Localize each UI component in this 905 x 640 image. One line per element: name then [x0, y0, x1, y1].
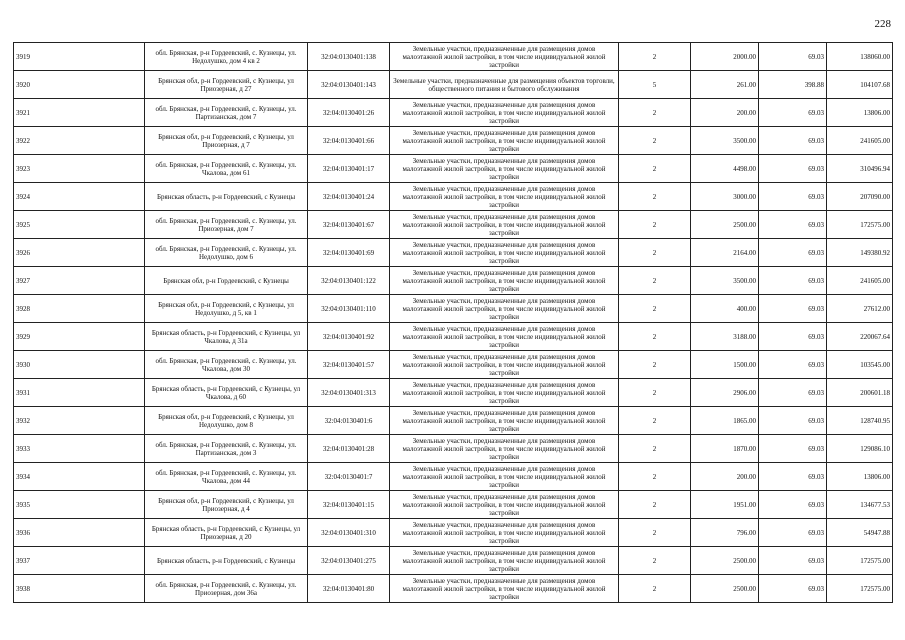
row-number: 3929 — [14, 323, 145, 351]
row-number: 3923 — [14, 155, 145, 183]
rate-cell: 69.03 — [759, 547, 827, 575]
cadastral-value-cell: 149380.92 — [827, 239, 893, 267]
group-cell: 5 — [619, 71, 691, 99]
row-number: 3933 — [14, 435, 145, 463]
row-number: 3935 — [14, 491, 145, 519]
cadastral-number-cell: 32:04:0130401:110 — [308, 295, 390, 323]
land-use-cell: Земельные участки, предназначенные для размещения домов малоэтажной жилой застройки, в том числе индивидуальной жилой застройки — [390, 127, 619, 155]
address-cell: Брянская обл, р-н Гордеевский, с Кузнецы, ул Приозерная, д 4 — [145, 491, 308, 519]
table-row — [14, 435, 893, 463]
group-cell: 2 — [619, 351, 691, 379]
land-use-cell: Земельные участки, предназначенные для размещения домов малоэтажной жилой застройки, в том числе индивидуальной жилой застройки — [390, 239, 619, 267]
address-cell: Брянская обл, р-н Гордеевский, с Кузнецы, ул Недолушко, д 5, кв 1 — [145, 295, 308, 323]
table-row — [14, 183, 893, 211]
land-use-cell: Земельные участки, предназначенные для размещения домов малоэтажной жилой застройки, в том числе индивидуальной жилой застройки — [390, 463, 619, 491]
group-cell: 2 — [619, 491, 691, 519]
group-cell: 2 — [619, 575, 691, 603]
cadastral-value-cell: 172575.00 — [827, 575, 893, 603]
table-row — [14, 491, 893, 519]
cadastral-value-cell: 241605.00 — [827, 127, 893, 155]
table-row — [14, 575, 893, 603]
row-number: 3936 — [14, 519, 145, 547]
cadastral-number-cell: 32:04:0130401:275 — [308, 547, 390, 575]
group-cell: 2 — [619, 183, 691, 211]
area-cell: 200.00 — [691, 463, 759, 491]
rate-cell: 69.03 — [759, 99, 827, 127]
cadastral-value-cell: 172575.00 — [827, 211, 893, 239]
cadastral-value-cell: 13806.00 — [827, 463, 893, 491]
cadastral-number-cell: 32:04:0130401:66 — [308, 127, 390, 155]
table-row — [14, 267, 893, 295]
rate-cell: 69.03 — [759, 463, 827, 491]
table-row — [14, 547, 893, 575]
cadastral-number-cell: 32:04:0130401:138 — [308, 43, 390, 71]
group-cell: 2 — [619, 239, 691, 267]
group-cell: 2 — [619, 267, 691, 295]
area-cell: 4498.00 — [691, 155, 759, 183]
cadastral-number-cell: 32:04:0130401:15 — [308, 491, 390, 519]
group-cell: 2 — [619, 435, 691, 463]
area-cell: 400.00 — [691, 295, 759, 323]
land-use-cell: Земельные участки, предназначенные для размещения домов малоэтажной жилой застройки, в том числе индивидуальной жилой застройки — [390, 43, 619, 71]
land-use-cell: Земельные участки, предназначенные для размещения домов малоэтажной жилой застройки, в том числе индивидуальной жилой застройки — [390, 491, 619, 519]
address-cell: обл. Брянская, р-н Гордеевский, с. Кузнецы, ул. Приозерная, дом 36а — [145, 575, 308, 603]
area-cell: 2164.00 — [691, 239, 759, 267]
cadastral-number-cell: 32:04:0130401:7 — [308, 463, 390, 491]
cadastral-value-cell: 104107.68 — [827, 71, 893, 99]
table-row — [14, 379, 893, 407]
row-number: 3930 — [14, 351, 145, 379]
group-cell: 2 — [619, 547, 691, 575]
table-row — [14, 351, 893, 379]
address-cell: обл. Брянская, р-н Гордеевский, с. Кузнецы, ул. Приозерная, дом 7 — [145, 211, 308, 239]
group-cell: 2 — [619, 43, 691, 71]
group-cell: 2 — [619, 323, 691, 351]
address-cell: Брянская область, р-н Гордеевский, с Кузнецы, ул Чкалова, д 60 — [145, 379, 308, 407]
row-number: 3932 — [14, 407, 145, 435]
land-use-cell: Земельные участки, предназначенные для размещения домов малоэтажной жилой застройки, в том числе индивидуальной жилой застройки — [390, 379, 619, 407]
rate-cell: 69.03 — [759, 43, 827, 71]
cadastral-value-cell: 134677.53 — [827, 491, 893, 519]
address-cell: обл. Брянская, р-н Гордеевский, с. Кузнецы, ул. Чкалова, дом 30 — [145, 351, 308, 379]
group-cell: 2 — [619, 379, 691, 407]
page-number: 228 — [874, 18, 891, 30]
land-use-cell: Земельные участки, предназначенные для размещения домов малоэтажной жилой застройки, в том числе индивидуальной жилой застройки — [390, 295, 619, 323]
group-cell: 2 — [619, 155, 691, 183]
cadastral-number-cell: 32:04:0130401:313 — [308, 379, 390, 407]
address-cell: Брянская обл, р-н Гордеевский, с Кузнецы, ул Недолушко, дом 8 — [145, 407, 308, 435]
address-cell: Брянская обл, р-н Гордеевский, с Кузнецы, ул Приозерная, д 27 — [145, 71, 308, 99]
area-cell: 1865.00 — [691, 407, 759, 435]
table-row — [14, 323, 893, 351]
cadastral-value-cell: 13806.00 — [827, 99, 893, 127]
cadastral-number-cell: 32:04:0130401:67 — [308, 211, 390, 239]
table-row — [14, 127, 893, 155]
row-number: 3919 — [14, 43, 145, 71]
cadastral-value-cell: 54947.88 — [827, 519, 893, 547]
rate-cell: 69.03 — [759, 183, 827, 211]
land-use-cell: Земельные участки, предназначенные для размещения домов малоэтажной жилой застройки, в том числе индивидуальной жилой застройки — [390, 323, 619, 351]
area-cell: 3000.00 — [691, 183, 759, 211]
area-cell: 1870.00 — [691, 435, 759, 463]
rate-cell: 69.03 — [759, 407, 827, 435]
address-cell: обл. Брянская, р-н Гордеевский, с. Кузнецы, ул. Недолушко, дом 4 кв 2 — [145, 43, 308, 71]
row-number: 3931 — [14, 379, 145, 407]
area-cell: 1500.00 — [691, 351, 759, 379]
cadastral-number-cell: 32:04:0130401:57 — [308, 351, 390, 379]
area-cell: 261.00 — [691, 71, 759, 99]
cadastral-value-cell: 128740.95 — [827, 407, 893, 435]
table-row — [14, 71, 893, 99]
table-row — [14, 407, 893, 435]
table-row — [14, 211, 893, 239]
area-cell: 2000.00 — [691, 43, 759, 71]
address-cell: Брянская обл, р-н Гордеевский, с Кузнецы — [145, 267, 308, 295]
rate-cell: 69.03 — [759, 519, 827, 547]
rate-cell: 398.88 — [759, 71, 827, 99]
cadastral-number-cell: 32:04:0130401:17 — [308, 155, 390, 183]
area-cell: 796.00 — [691, 519, 759, 547]
group-cell: 2 — [619, 127, 691, 155]
table-row — [14, 155, 893, 183]
cadastral-number-cell: 32:04:0130401:26 — [308, 99, 390, 127]
row-number: 3920 — [14, 71, 145, 99]
rate-cell: 69.03 — [759, 575, 827, 603]
cadastral-number-cell: 32:04:0130401:6 — [308, 407, 390, 435]
land-use-cell: Земельные участки, предназначенные для размещения домов малоэтажной жилой застройки, в том числе индивидуальной жилой застройки — [390, 211, 619, 239]
row-number: 3938 — [14, 575, 145, 603]
land-use-cell: Земельные участки, предназначенные для размещения домов малоэтажной жилой застройки, в том числе индивидуальной жилой застройки — [390, 407, 619, 435]
land-use-cell: Земельные участки, предназначенные для размещения объектов торговли, общественного питания и бытового обслуживания — [390, 71, 619, 99]
row-number: 3934 — [14, 463, 145, 491]
rate-cell: 69.03 — [759, 211, 827, 239]
address-cell: Брянская обл, р-н Гордеевский, с Кузнецы, ул Приозерная, д 7 — [145, 127, 308, 155]
land-use-cell: Земельные участки, предназначенные для размещения домов малоэтажной жилой застройки, в том числе индивидуальной жилой застройки — [390, 351, 619, 379]
cadastral-value-cell: 129086.10 — [827, 435, 893, 463]
cadastral-value-cell: 172575.00 — [827, 547, 893, 575]
cadastral-value-cell: 138060.00 — [827, 43, 893, 71]
address-cell: Брянская область, р-н Гордеевский, с Кузнецы — [145, 547, 308, 575]
row-number: 3921 — [14, 99, 145, 127]
rate-cell: 69.03 — [759, 379, 827, 407]
group-cell: 2 — [619, 211, 691, 239]
table-row — [14, 43, 893, 71]
land-use-cell: Земельные участки, предназначенные для размещения домов малоэтажной жилой застройки, в том числе индивидуальной жилой застройки — [390, 519, 619, 547]
table-body — [14, 43, 893, 603]
group-cell: 2 — [619, 295, 691, 323]
table-row — [14, 519, 893, 547]
address-cell: Брянская область, р-н Гордеевский, с Кузнецы, ул Чкалова, д 31а — [145, 323, 308, 351]
area-cell: 3500.00 — [691, 267, 759, 295]
land-use-cell: Земельные участки, предназначенные для размещения домов малоэтажной жилой застройки, в том числе индивидуальной жилой застройки — [390, 99, 619, 127]
address-cell: обл. Брянская, р-н Гордеевский, с. Кузнецы, ул. Партизанская, дом 7 — [145, 99, 308, 127]
cadastral-number-cell: 32:04:0130401:92 — [308, 323, 390, 351]
row-number: 3924 — [14, 183, 145, 211]
land-use-cell: Земельные участки, предназначенные для размещения домов малоэтажной жилой застройки, в том числе индивидуальной жилой застройки — [390, 435, 619, 463]
cadastral-number-cell: 32:04:0130401:122 — [308, 267, 390, 295]
address-cell: Брянская область, р-н Гордеевский, с Кузнецы, ул Приозерная, д 20 — [145, 519, 308, 547]
land-use-cell: Земельные участки, предназначенные для размещения домов малоэтажной жилой застройки, в том числе индивидуальной жилой застройки — [390, 267, 619, 295]
cadastral-value-table — [13, 42, 893, 603]
address-cell: обл. Брянская, р-н Гордеевский, с. Кузнецы, ул. Чкалова, дом 44 — [145, 463, 308, 491]
address-cell: обл. Брянская, р-н Гордеевский, с. Кузнецы, ул. Чкалова, дом 61 — [145, 155, 308, 183]
land-use-cell: Земельные участки, предназначенные для размещения домов малоэтажной жилой застройки, в том числе индивидуальной жилой застройки — [390, 547, 619, 575]
address-cell: обл. Брянская, р-н Гордеевский, с. Кузнецы, ул. Партизанская, дом 3 — [145, 435, 308, 463]
cadastral-number-cell: 32:04:0130401:143 — [308, 71, 390, 99]
area-cell: 2500.00 — [691, 575, 759, 603]
rate-cell: 69.03 — [759, 155, 827, 183]
row-number: 3928 — [14, 295, 145, 323]
cadastral-number-cell: 32:04:0130401:28 — [308, 435, 390, 463]
area-cell: 1951.00 — [691, 491, 759, 519]
cadastral-value-cell: 200601.18 — [827, 379, 893, 407]
group-cell: 2 — [619, 519, 691, 547]
cadastral-value-cell: 220067.64 — [827, 323, 893, 351]
land-use-cell: Земельные участки, предназначенные для размещения домов малоэтажной жилой застройки, в том числе индивидуальной жилой застройки — [390, 575, 619, 603]
cadastral-value-cell: 207090.00 — [827, 183, 893, 211]
rate-cell: 69.03 — [759, 127, 827, 155]
rate-cell: 69.03 — [759, 239, 827, 267]
cadastral-value-cell: 310496.94 — [827, 155, 893, 183]
table-row — [14, 239, 893, 267]
rate-cell: 69.03 — [759, 491, 827, 519]
table-row — [14, 295, 893, 323]
table-row — [14, 463, 893, 491]
row-number: 3927 — [14, 267, 145, 295]
address-cell: обл. Брянская, р-н Гордеевский, с. Кузнецы, ул. Недолушко, дом 6 — [145, 239, 308, 267]
cadastral-value-cell: 27612.00 — [827, 295, 893, 323]
cadastral-value-cell: 241605.00 — [827, 267, 893, 295]
area-cell: 2500.00 — [691, 211, 759, 239]
land-use-cell: Земельные участки, предназначенные для размещения домов малоэтажной жилой застройки, в том числе индивидуальной жилой застройки — [390, 183, 619, 211]
rate-cell: 69.03 — [759, 295, 827, 323]
row-number: 3937 — [14, 547, 145, 575]
area-cell: 2906.00 — [691, 379, 759, 407]
area-cell: 2500.00 — [691, 547, 759, 575]
area-cell: 200.00 — [691, 99, 759, 127]
cadastral-number-cell: 32:04:0130401:69 — [308, 239, 390, 267]
table-row — [14, 99, 893, 127]
cadastral-value-cell: 103545.00 — [827, 351, 893, 379]
group-cell: 2 — [619, 463, 691, 491]
rate-cell: 69.03 — [759, 435, 827, 463]
land-use-cell: Земельные участки, предназначенные для размещения домов малоэтажной жилой застройки, в том числе индивидуальной жилой застройки — [390, 155, 619, 183]
group-cell: 2 — [619, 99, 691, 127]
address-cell: Брянская область, р-н Гордеевский, с Кузнецы — [145, 183, 308, 211]
cadastral-number-cell: 32:04:0130401:80 — [308, 575, 390, 603]
area-cell: 3188.00 — [691, 323, 759, 351]
area-cell: 3500.00 — [691, 127, 759, 155]
cadastral-number-cell: 32:04:0130401:24 — [308, 183, 390, 211]
row-number: 3926 — [14, 239, 145, 267]
group-cell: 2 — [619, 407, 691, 435]
cadastral-number-cell: 32:04:0130401:310 — [308, 519, 390, 547]
rate-cell: 69.03 — [759, 267, 827, 295]
row-number: 3925 — [14, 211, 145, 239]
row-number: 3922 — [14, 127, 145, 155]
rate-cell: 69.03 — [759, 323, 827, 351]
rate-cell: 69.03 — [759, 351, 827, 379]
